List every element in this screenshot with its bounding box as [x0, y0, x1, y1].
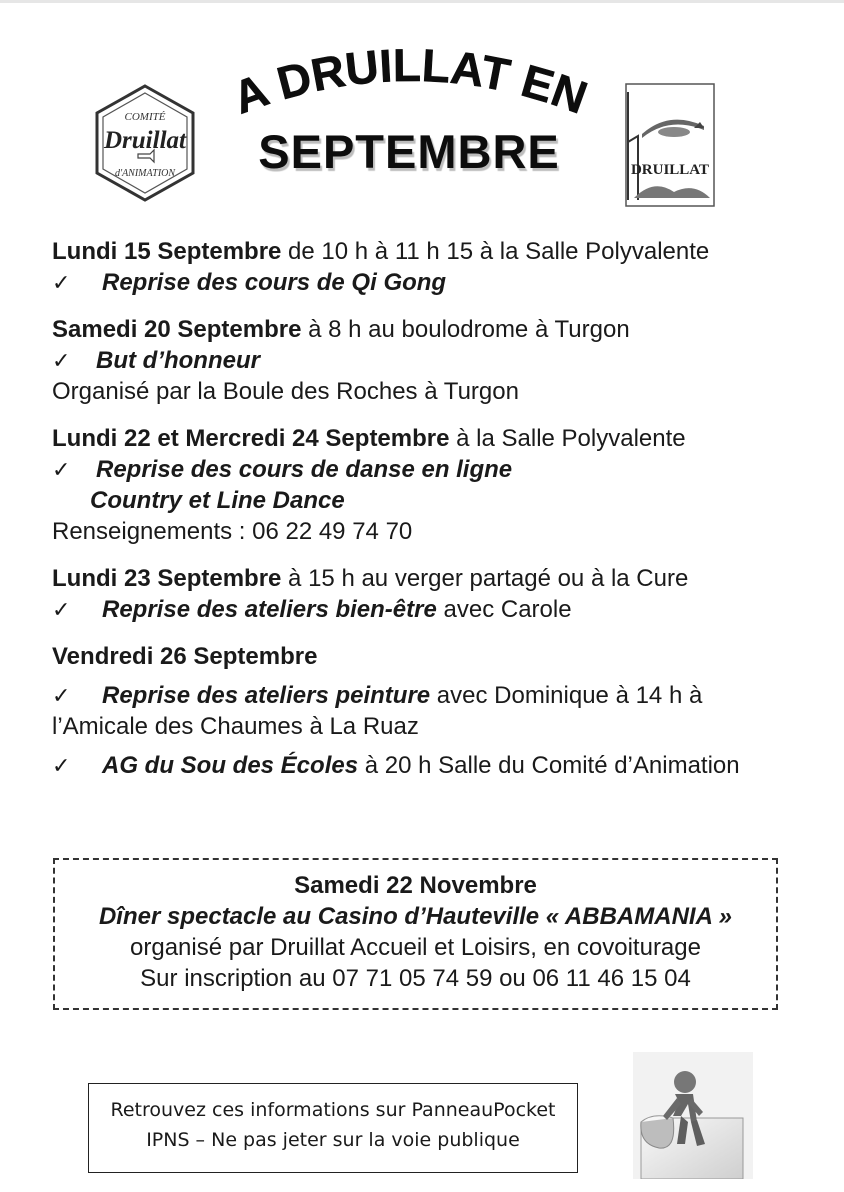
- checkmark-icon: ✓: [52, 270, 71, 295]
- title-line2: SEPTEMBRE: [258, 125, 560, 178]
- figure-rolling-page-icon: [633, 1052, 753, 1179]
- title-arc: [195, 40, 625, 135]
- event-note: Organisé par la Boule des Roches à Turgon: [52, 378, 519, 405]
- logo-top-text: COMITÉ: [124, 111, 166, 123]
- event-with: avec Carole: [436, 596, 572, 623]
- event-date: Samedi 20 Septembre: [52, 316, 302, 343]
- november-title: Dîner spectacle au Casino d’Hauteville « ABBAMANIA »: [98, 903, 733, 930]
- november-date: Samedi 22 Novembre: [294, 872, 537, 899]
- event-date: Lundi 23 Septembre: [52, 565, 282, 592]
- event-note: Renseignements : 06 22 49 74 70: [52, 518, 413, 545]
- druillat-logo: [624, 82, 716, 208]
- logo-name-text: Druillat: [104, 127, 186, 154]
- top-border: [0, 0, 844, 3]
- november-contact: Sur inscription au 07 71 05 74 59 ou 06 11 46 15 04: [140, 965, 691, 992]
- footer-line1: Retrouvez ces informations sur PanneauPocket: [110, 1099, 556, 1121]
- event-date: Vendredi 26 Septembre: [52, 643, 318, 670]
- checkmark-icon: ✓: [52, 348, 71, 373]
- logo-right-text: DRUILLAT: [630, 162, 710, 178]
- event-with: avec Dominique à 14 h à: [430, 682, 703, 709]
- september-events: [52, 236, 812, 797]
- event-vendredi: [52, 641, 812, 781]
- event-detail: à la Salle Polyvalente: [449, 425, 686, 452]
- checkmark-icon: ✓: [52, 597, 71, 622]
- event-date: Lundi 22 et Mercredi 24 Septembre: [52, 425, 450, 452]
- november-event-box: [53, 858, 778, 1010]
- event-with-cont: l’Amicale des Chaumes à La Ruaz: [52, 713, 419, 740]
- event-detail: à 8 h au boulodrome à Turgon: [301, 316, 630, 343]
- event-qi-gong: [52, 236, 812, 298]
- event-activity: Reprise des ateliers peinture: [102, 682, 431, 709]
- event-detail: de 10 h à 11 h 15 à la Salle Polyvalente: [281, 238, 710, 265]
- event-activity: Reprise des ateliers bien-être: [102, 596, 437, 623]
- logo-bottom-text: d'ANIMATION: [114, 168, 176, 179]
- checkmark-icon: ✓: [52, 753, 71, 778]
- footer-info-box: [88, 1083, 578, 1173]
- event-with: à 20 h Salle du Comité d’Animation: [358, 752, 740, 779]
- footer-line2: IPNS – Ne pas jeter sur la voie publique: [146, 1129, 520, 1151]
- event-bien-etre: [52, 563, 812, 625]
- event-detail: à 15 h au verger partagé ou à la Cure: [281, 565, 689, 592]
- november-organizer: organisé par Druillat Accueil et Loisirs, en covoiturage: [130, 934, 701, 961]
- checkmark-icon: ✓: [52, 457, 71, 482]
- event-activity: AG du Sou des Écoles: [102, 752, 359, 779]
- event-but-honneur: [52, 314, 812, 407]
- event-activity: But d’honneur: [96, 347, 260, 374]
- event-activity-cont: Country et Line Dance: [90, 487, 345, 514]
- comite-animation-logo: [91, 82, 199, 204]
- event-date: Lundi 15 Septembre: [52, 238, 282, 265]
- event-activity: Reprise des cours de Qi Gong: [102, 269, 447, 296]
- checkmark-icon: ✓: [52, 683, 71, 708]
- title-line1: A DRUILLAT EN: [226, 38, 594, 124]
- event-activity: Reprise des cours de danse en ligne: [96, 456, 513, 483]
- event-danse: [52, 423, 812, 547]
